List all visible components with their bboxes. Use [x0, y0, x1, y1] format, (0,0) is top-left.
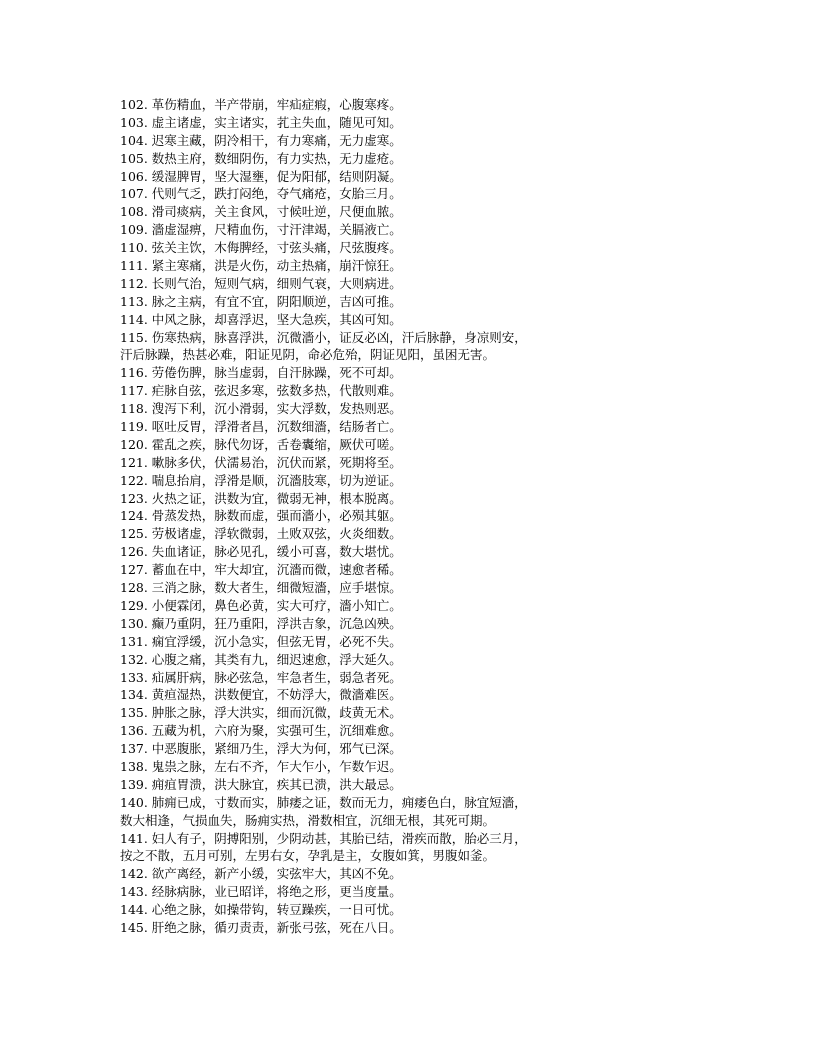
- text-line: 145. 肝绝之脉，循刃责责，新张弓弦，死在八日。: [120, 919, 402, 935]
- text-line: 131. 痫宜浮缓，沉小急实，但弦无胃，必死不失。: [120, 633, 402, 649]
- text-line: 122. 喘息抬肩，浮滑是顺，沉濇肢寒，切为逆证。: [120, 472, 402, 488]
- text-line: 115. 伤寒热病，脉喜浮洪，沉微濇小，证反必凶，汗后脉静，身凉则安，: [120, 329, 527, 345]
- text-line: 116. 劳倦伤脾，脉当虚弱，自汗脉躁，死不可却。: [120, 365, 402, 381]
- text-line: 119. 呕吐反胃，浮滑者昌，沉数细濇，结肠者亡。: [120, 419, 402, 435]
- text-line: 111. 紧主寒痛，洪是火伤，动主热痛，崩汗惊狂。: [120, 258, 402, 274]
- text-line: 125. 劳极诸虚，浮软微弱，土败双弦，火炎细数。: [120, 526, 402, 542]
- text-line: 124. 骨蒸发热，脉数而虚，强而濇小，必殒其躯。: [120, 508, 402, 524]
- text-line: 135. 肿胀之脉，浮大洪实，细而沉微，歧黄无术。: [120, 705, 402, 721]
- text-line: 118. 溲泻下利，沉小滑弱，实大浮数，发热则恶。: [120, 401, 402, 417]
- text-line: 114. 中风之脉，却喜浮迟，坚大急疾，其凶可知。: [120, 311, 402, 327]
- text-line: 134. 黄疸湿热，洪数便宜，不妨浮大，微濇难医。: [120, 687, 402, 703]
- text-line: 141. 妇人有子，阴搏阳别，少阴动甚，其胎已结，滑疾而散，胎必三月，: [120, 830, 527, 846]
- text-line: 136. 五藏为机，六府为聚，实强可生，沉细难愈。: [120, 723, 402, 739]
- text-line: 107. 代则气乏，跌打闷绝，夺气痛疮，女胎三月。: [120, 186, 402, 202]
- text-line: 按之不散，五月可别，左男右女，孕乳是主，女腹如箕，男腹如釜。: [120, 848, 496, 864]
- text-line: 105. 数热主府，数细阴伤，有力实热，无力虚疮。: [120, 150, 402, 166]
- text-line: 128. 三消之脉，数大者生，细微短濇，应手堪惊。: [120, 580, 402, 596]
- text-line: 139. 痈疽胃溃，洪大脉宜，疾其已溃，洪大最忌。: [120, 776, 402, 792]
- text-line: 143. 经脉病脉，业已昭详，将绝之形，更当度量。: [120, 884, 402, 900]
- text-line: 104. 迟寒主藏，阴冷相干，有力寒痛，无力虚寒。: [120, 132, 402, 148]
- text-line: 数大相逢，气损血失，肠痈实热，滑数相宜，沉细无根，其死可期。: [120, 812, 496, 828]
- text-line: 102. 革伤精血，半产带崩，牢疝症瘕，心腹寒疼。: [120, 97, 402, 112]
- text-line: 129. 小便霖闭，鼻色必黄，实大可疗，濇小知亡。: [120, 597, 402, 613]
- text-line: 142. 欲产离经，新产小缓，实弦牢大，其凶不免。: [120, 866, 402, 882]
- text-line: 133. 疝属肝病，脉必弦急，牢急者生，弱急者死。: [120, 669, 402, 685]
- text-line: 132. 心腹之痛，其类有九，细迟速愈，浮大延久。: [120, 651, 402, 667]
- text-line: 112. 长则气治，短则气病，细则气衰，大则病进。: [120, 275, 402, 291]
- text-line: 127. 蓄血在中，牢大却宜，沉濇而微，速愈者稀。: [120, 562, 402, 578]
- text-line: 103. 虚主诸虚，实主诸实，芤主失血，随见可知。: [120, 114, 402, 130]
- text-line: 110. 弦关主饮，木侮脾经，寸弦头痛，尺弦腹疼。: [120, 240, 402, 256]
- text-line: 汗后脉躁，热甚必难，阳证见阴，命必危殆，阴证见阳，虽困无害。: [120, 347, 496, 363]
- text-line: 137. 中恶腹胀，紧细乃生，浮大为何，邪气已深。: [120, 741, 402, 757]
- text-line: 138. 鬼祟之脉，左右不齐，乍大乍小，乍数乍迟。: [120, 758, 402, 774]
- text-line: 120. 霍乱之疾，脉代勿讶，舌卷囊缩，厥伏可嗟。: [120, 436, 402, 452]
- text-line: 130. 癫乃重阴，狂乃重阳，浮洪吉象，沉急凶殃。: [120, 615, 402, 631]
- text-line: 109. 濇虚湿痹，尺精血伤，寸汗津竭，关膈液亡。: [120, 222, 402, 238]
- text-line: 117. 疟脉自弦，弦迟多寒，弦数多热，代散则难。: [120, 383, 402, 399]
- document-body: [120, 96, 716, 937]
- text-line: 140. 肺痈已成，寸数而实，肺痿之证，数而无力，痈痿色白，脉宜短濇，: [120, 794, 527, 810]
- text-line: 113. 脉之主病，有宜不宜，阴阳顺逆，吉凶可推。: [120, 293, 402, 309]
- text-line: 126. 失血诸证，脉必见孔，缓小可喜，数大堪忧。: [120, 544, 402, 560]
- text-line: 108. 滑司痰病，关主食风，寸候吐逆，尺便血脓。: [120, 204, 402, 220]
- text-line: 106. 缓湿脾胃，坚大湿壅，促为阳郁，结则阴凝。: [120, 168, 402, 184]
- text-line: 144. 心绝之脉，如操带钩，转豆躁疾，一日可忧。: [120, 902, 402, 918]
- text-line: 121. 嗽脉多伏，伏濡易治，沉伏而紧，死期将至。: [120, 454, 402, 470]
- text-line: 123. 火热之证，洪数为宜，微弱无神，根本脱离。: [120, 490, 402, 506]
